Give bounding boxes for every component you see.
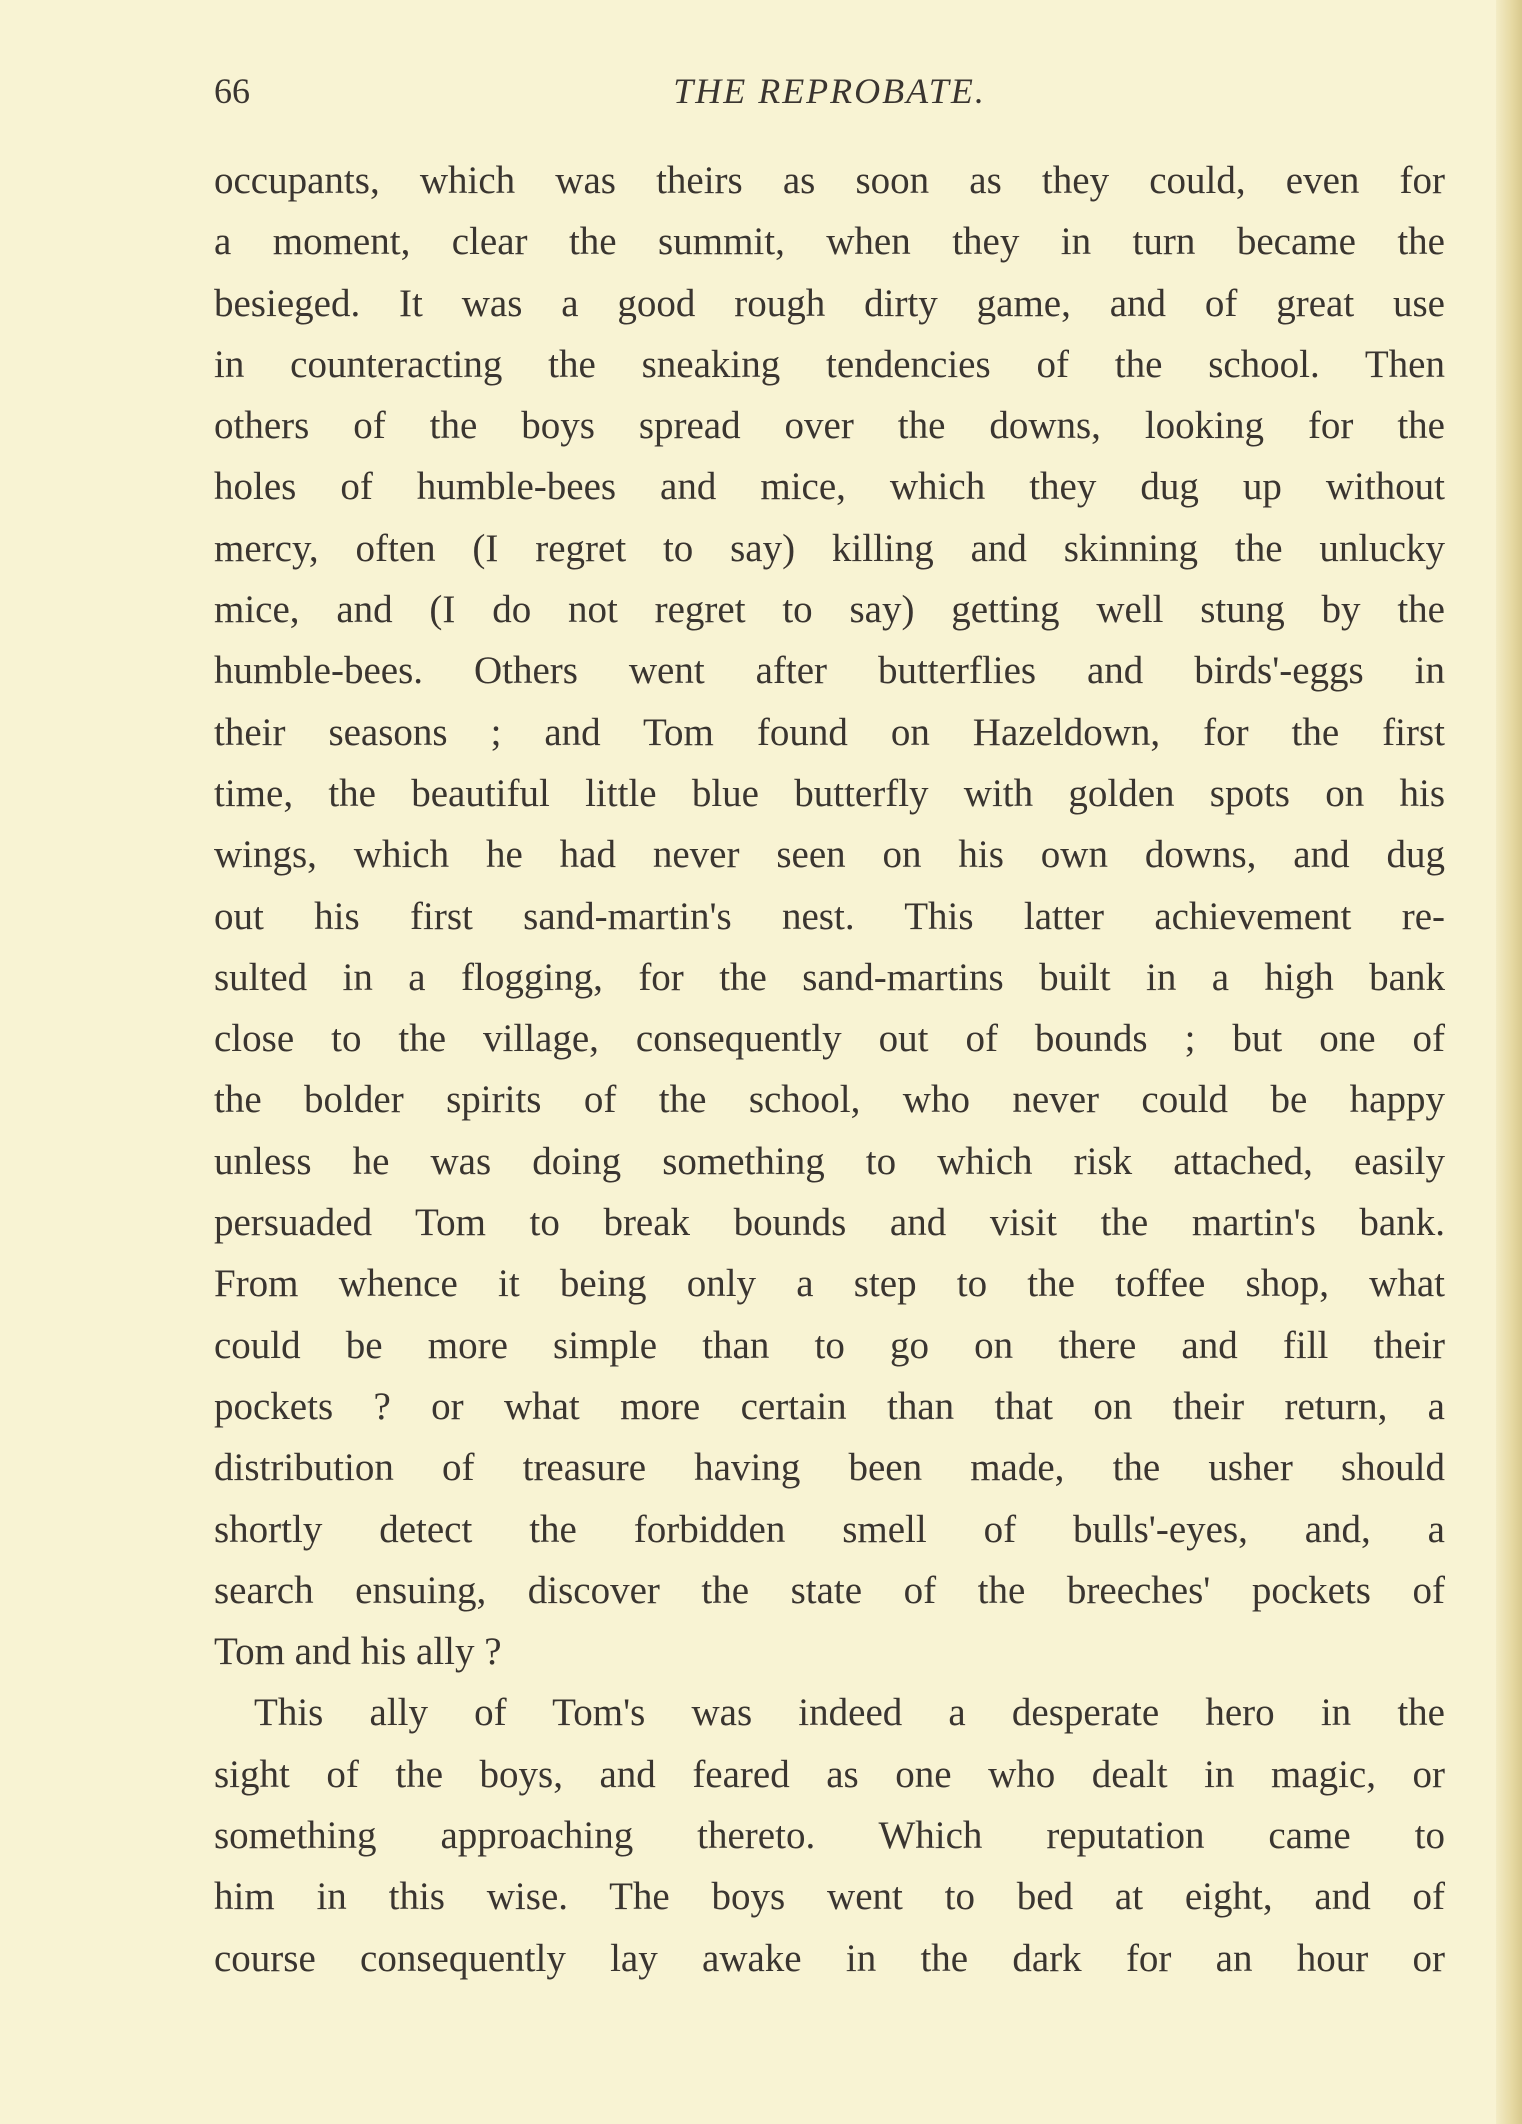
page-number: 66 — [214, 71, 250, 111]
text-line: This ally of Tom's was indeed a desperate hero in the — [254, 1691, 1445, 1735]
text-line: humble-bees. Others went after butterflies and birds'-eggs in — [214, 649, 1445, 693]
text-line: mice, and (I do not regret to say) getting well stung by the — [214, 588, 1445, 632]
text-line: search ensuing, discover the state of the breeches' pockets of — [214, 1568, 1445, 1612]
text-line: him in this wise. The boys went to bed at eight, and of — [214, 1875, 1445, 1919]
text-line: distribution of treasure having been made, the usher should — [214, 1446, 1445, 1490]
text-line: course consequently lay awake in the dark for an hour or — [214, 1936, 1445, 1980]
text-line: sight of the boys, and feared as one who dealt in magic, or — [214, 1752, 1445, 1796]
text-line: out his first sand-martin's nest. This latter achievement re- — [214, 894, 1445, 938]
text-line: something approaching thereto. Which reputation came to — [214, 1814, 1445, 1858]
page-gutter-shadow — [1496, 0, 1522, 2124]
text-line: occupants, which was theirs as soon as they could, even for — [214, 159, 1445, 202]
text-line: wings, which he had never seen on his own downs, and dug — [214, 833, 1445, 877]
text-line: From whence it being only a step to the toffee shop, what — [214, 1262, 1445, 1306]
text-line: the bolder spirits of the school, who never could be happy — [214, 1078, 1445, 1122]
text-line: unless he was doing something to which risk attached, easily — [214, 1139, 1445, 1183]
text-line: pockets ? or what more certain than that on their return, a — [214, 1384, 1445, 1428]
text-line: holes of humble-bees and mice, which they dug up without — [214, 465, 1445, 509]
text-line: besieged. It was a good rough dirty game, and of great use — [214, 281, 1445, 325]
text-line: close to the village, consequently out of bounds ; but one of — [214, 1017, 1445, 1061]
text-line: persuaded Tom to break bounds and visit the martin's bank. — [214, 1201, 1445, 1245]
text-line: their seasons ; and Tom found on Hazeldown, for the first — [214, 710, 1445, 754]
text-line: shortly detect the forbidden smell of bulls'-eyes, and, a — [214, 1507, 1445, 1551]
text-line: Tom and his ally ? — [214, 1630, 502, 1674]
text-line: sulted in a flogging, for the sand-martins built in a high bank — [214, 955, 1445, 999]
page-header — [214, 70, 1445, 114]
text-line: a moment, clear the summit, when they in turn became the — [214, 220, 1445, 264]
text-line: time, the beautiful little blue butterfly with golden spots on his — [214, 771, 1445, 815]
text-line: could be more simple than to go on there and fill their — [214, 1323, 1445, 1367]
text-line: in counteracting the sneaking tendencies of the school. Then — [214, 342, 1445, 386]
running-head: THE REPROBATE. — [673, 71, 986, 111]
text-line: mercy, often (I regret to say) killing and skinning the unlucky — [214, 526, 1445, 570]
body-text — [214, 150, 1445, 1989]
text-line: others of the boys spread over the downs, looking for the — [214, 404, 1445, 448]
